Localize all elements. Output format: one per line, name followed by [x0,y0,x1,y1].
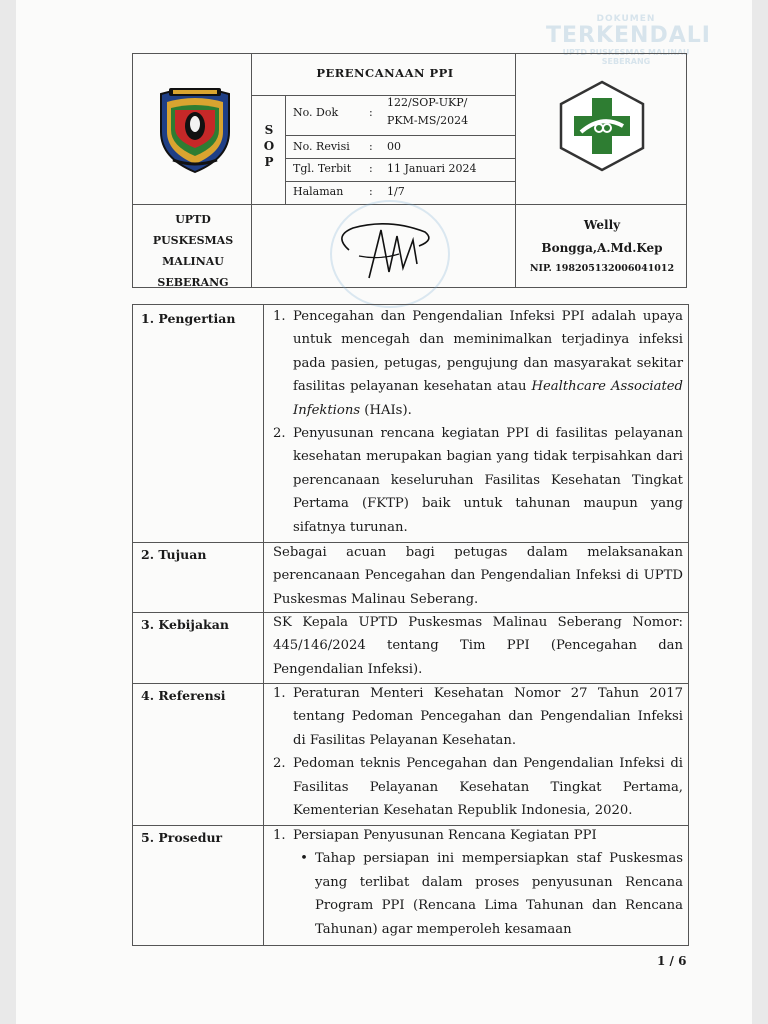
list-item [273,752,683,822]
stamp-line-2: TERKENDALI [546,23,711,48]
item-text [293,305,683,422]
organization-name [133,209,253,293]
faint-stamp-seal [330,200,450,308]
section-content-tujuan [273,541,683,611]
section-content-prosedur [273,824,683,941]
list-item [273,824,683,847]
item-number: 1. [273,309,286,324]
section-title-tujuan: 2. Tujuan [141,547,207,562]
item-text: Tahap persiapan ini mempersiapkan staf Puskesmas yang terlibat dalam proses penyusunan Rencana Program PPI (Rencana Lima Tahunan dan Rencana Tahunan) agar memperoleh kesamaan [315,851,683,937]
org-line: MALINAU [162,255,224,268]
sop-letter-s: S [264,123,274,137]
org-line: PUSKESMAS [152,234,234,247]
meta-value: PKM-MS/2024 [387,114,469,127]
section-text: Sebagai acuan bagi petugas dalam melaksanakan perencanaan Pencegahan dan Pengendalian Infeksi di UPTD Puskesmas Malinau Seberang. [273,545,683,607]
section-content-referensi [273,682,683,822]
meta-colon: : [369,162,373,175]
item-number: 1. [273,686,286,701]
meta-label: No. Revisi [293,140,350,153]
bullet-mark: • [300,851,308,867]
signer-name-line2: Bongga,A.Md.Kep [541,241,663,255]
item-number: 2. [273,756,286,772]
signer-nip: NIP. 198205132006041012 [529,263,675,274]
org-line: SEBERANG [157,276,229,289]
meta-label: Tgl. Terbit [293,162,352,175]
section-title-referensi: 4. Referensi [141,688,226,703]
org-line: UPTD [175,213,211,226]
meta-colon: : [369,185,373,198]
item-number: 1. [273,828,286,843]
list-item [273,682,683,752]
item-text: Peraturan Menteri Kesehatan Nomor 27 Tahun 2017 tentang Pedoman Pencegahan dan Pengendalian Infeksi di Fasilitas Pelayanan Kesehatan. [293,686,683,748]
page-number: 1 / 6 [657,954,687,968]
item-text: Penyusunan rencana kegiatan PPI di fasilitas pelayanan kesehatan merupakan bagian yang tidak terpisahkan dari perencanaan keseluruhan Fasilitas Kesehatan Tingkat Pertama (FKTP) baik untuk tahunan maupun yang sifatnya turunan. [293,426,683,535]
meta-value: 00 [387,140,401,153]
item-text-part: Pencegahan dan Pengendalian Infeksi PPI adalah upaya untuk mencegah dan meminimalkan terjadinya infeksi pada pasien, petugas, pengujung dan masyarakat sekitar fasilitas pelayanan kesehatan atau [293,309,683,395]
item-text-italic: Healthcare Associated Infektions [293,379,683,418]
sop-letter-p: P [264,155,274,169]
meta-colon: : [369,106,373,119]
document-title: PERENCANAAN PPI [316,66,454,80]
document-page [16,0,752,1024]
regency-emblem-logo [153,84,237,174]
sop-content-table [132,304,689,946]
list-item [273,305,683,422]
meta-value: 122/SOP-UKP/ [387,96,468,109]
signer-name-line1: Welly [583,218,621,232]
meta-label: Halaman [293,185,344,198]
list-item [273,422,683,539]
item-text: Pedoman teknis Pencegahan dan Pengendalian Infeksi di Fasilitas Pelayanan Kesehatan Tingkat Pertama, Kementerian Kesehatan Republik Indonesia, 2020. [293,756,683,819]
bullet-item [273,847,683,941]
sop-letter-o: O [263,139,275,153]
item-number: 2. [273,426,286,442]
section-content-pengertian [273,305,683,539]
section-title-pengertian: 1. Pengertian [141,311,236,326]
section-content-kebijakan [273,611,683,681]
signer-block [517,214,687,278]
meta-label: No. Dok [293,106,339,119]
puskesmas-logo [557,80,647,172]
item-text-part: (HAIs). [360,402,412,418]
stamp-line-1: DOKUMEN [596,14,656,24]
section-title-prosedur: 5. Prosedur [141,830,223,845]
item-text: Persiapan Penyusunan Rencana Kegiatan PPI [293,828,597,843]
section-text: SK Kepala UPTD Puskesmas Malinau Seberang Nomor: 445/146/2024 tentang Tim PPI (Pencegahan dan Pengendalian Infeksi). [273,615,683,677]
meta-value: 1/7 [387,185,405,198]
meta-colon: : [369,140,373,153]
sop-label [253,122,285,170]
stamp-line-3: UPTD PUSKESMAS MALINAU SEBERANG [562,48,690,66]
meta-value: 11 Januari 2024 [387,162,477,175]
section-title-kebijakan: 3. Kebijakan [141,617,229,632]
